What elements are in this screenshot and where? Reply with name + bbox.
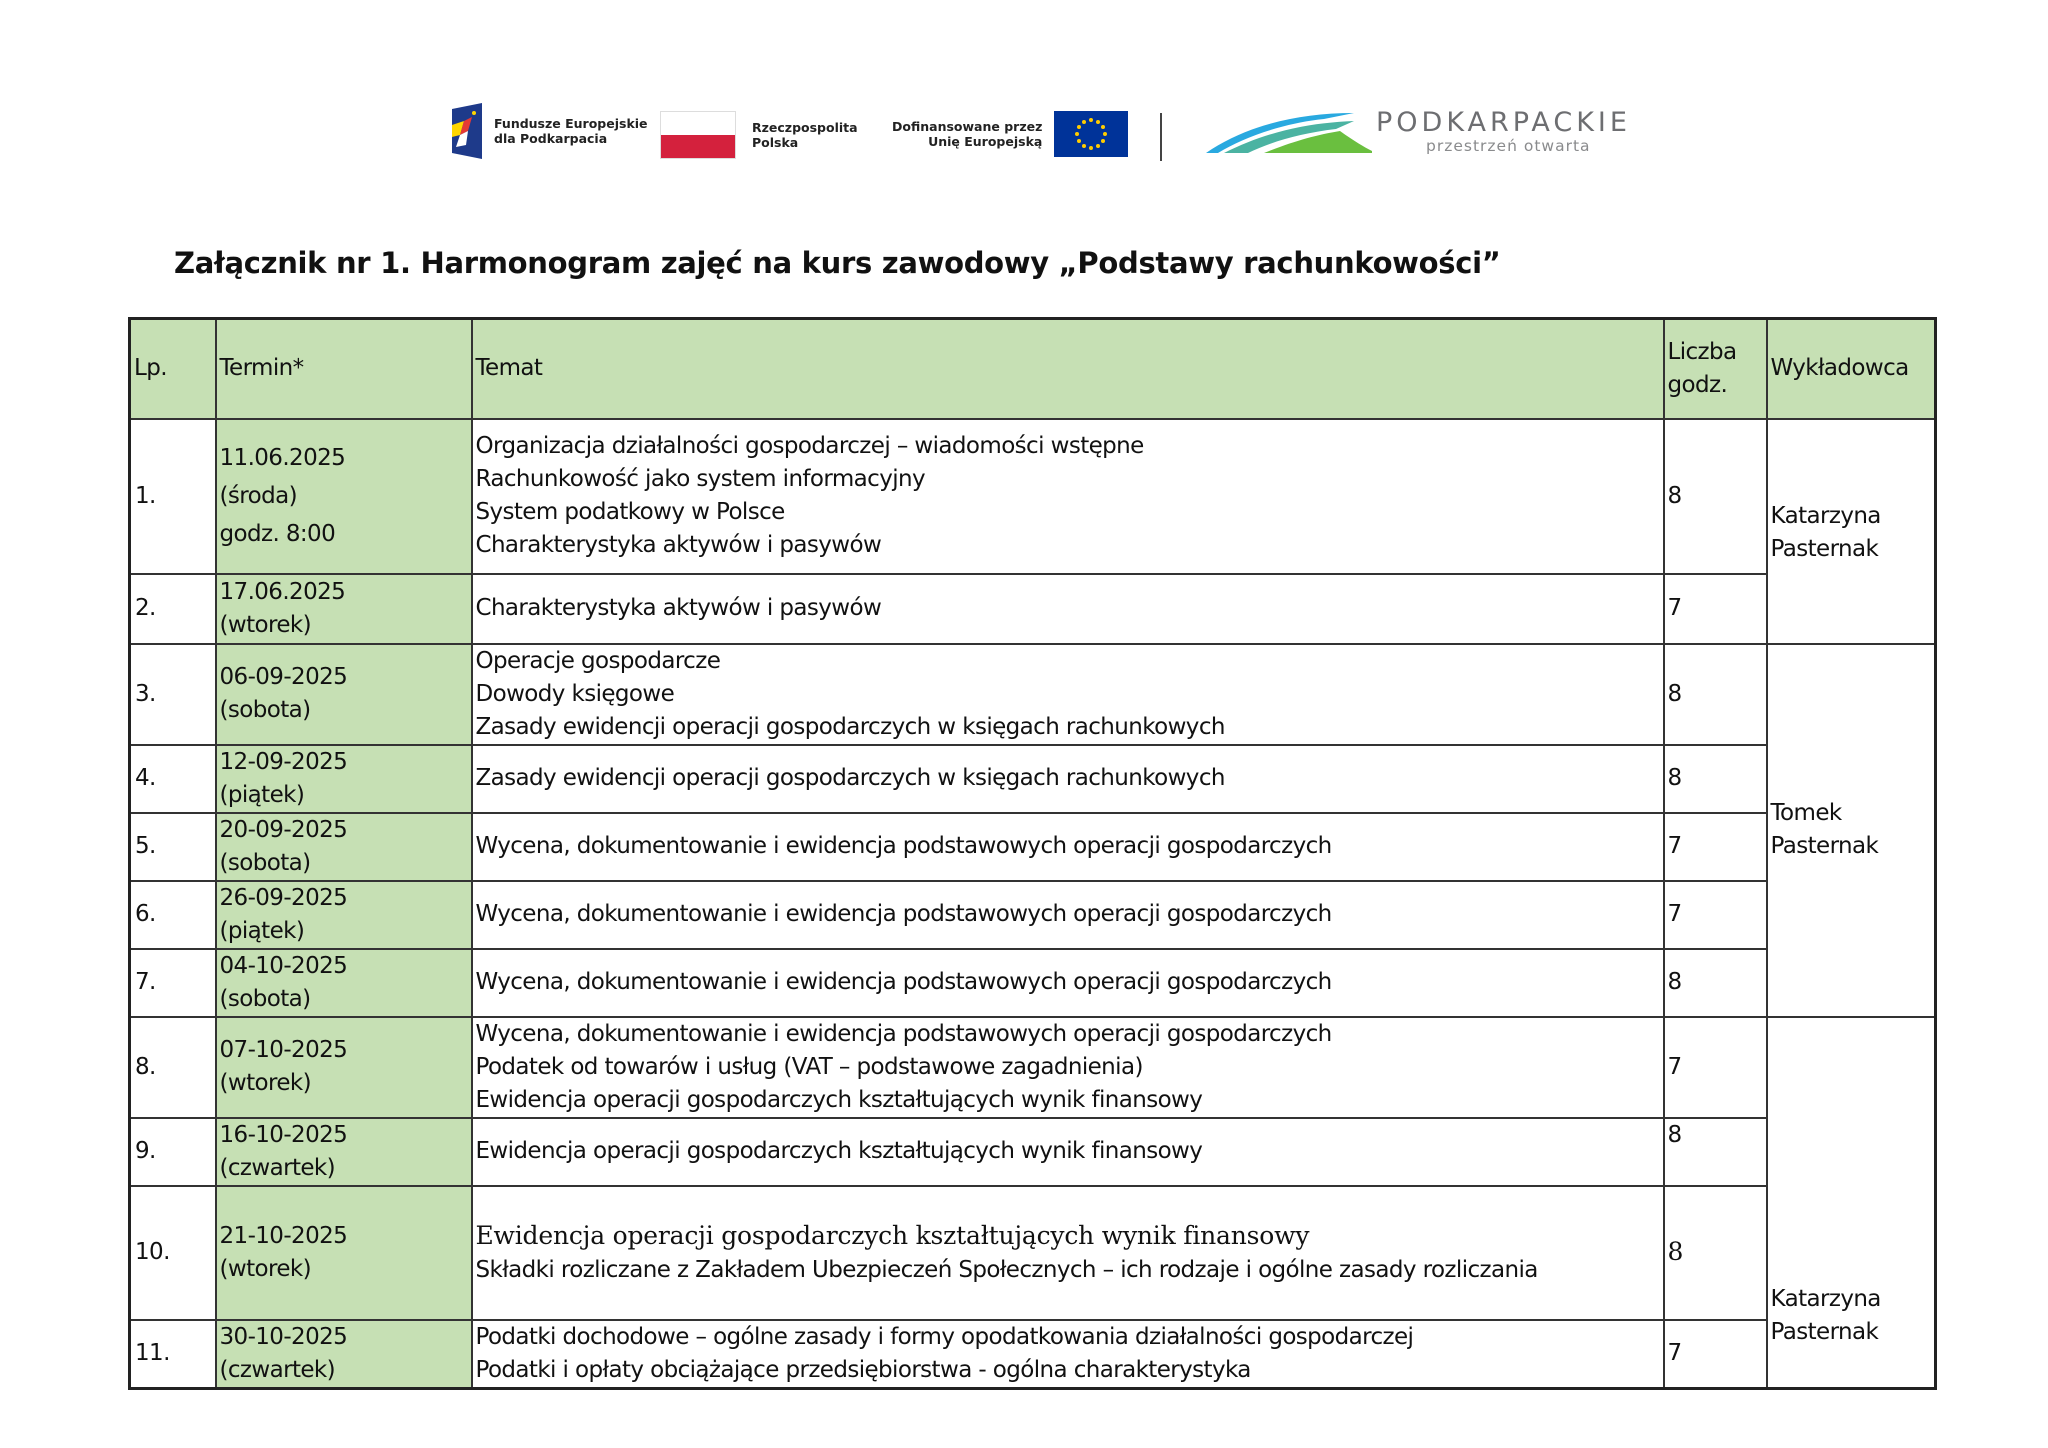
row-topics: Ewidencja operacji gospodarczych kształtujących wynik finansowy Składki rozliczane z Zakładem Ubezpieczeń Społecznych – ich rodzaje i ogólne zasady rozliczania	[472, 1186, 1664, 1320]
row-date: 26-09-2025 (piątek)	[216, 881, 472, 949]
rp-line1: Rzeczpospolita	[752, 120, 858, 135]
row-topics: Organizacja działalności gospodarczej – wiadomości wstępne Rachunkowość jako system informacyjny System podatkowy w Polsce Charakterystyka aktywów i pasywów	[472, 419, 1664, 574]
row-date: 12-09-2025 (piątek)	[216, 745, 472, 813]
row-date: 11.06.2025 (środa) godz. 8:00	[216, 419, 472, 574]
rp-line2: Polska	[752, 135, 799, 150]
row-hours: 8	[1664, 949, 1767, 1017]
row-lp: 9.	[130, 1118, 216, 1186]
row-hours: 8	[1664, 1186, 1767, 1320]
lecturer-cell: Katarzyna Pasternak	[1767, 1017, 1936, 1389]
row-date: 07-10-2025 (wtorek)	[216, 1017, 472, 1118]
header-lp: Lp.	[130, 319, 216, 419]
table-row	[130, 574, 1936, 644]
page-title: Załącznik nr 1. Harmonogram zajęć na kurs zawodowy „Podstawy rachunkowości”	[174, 246, 1501, 280]
row-hours: 7	[1664, 1320, 1767, 1389]
row-topics: Charakterystyka aktywów i pasywów	[472, 574, 1664, 644]
fe-line1: Fundusze Europejskie	[494, 116, 648, 131]
row-hours: 7	[1664, 813, 1767, 881]
logo-separator	[1160, 113, 1162, 161]
header-wykladowca: Wykładowca	[1767, 319, 1936, 419]
row-hours: 8	[1664, 644, 1767, 745]
row-topics: Podatki dochodowe – ogólne zasady i formy opodatkowania działalności gospodarczej Podatki i opłaty obciążające przedsiębiorstwa - ogólna charakterystyka	[472, 1320, 1664, 1389]
eu-flag-icon	[1054, 111, 1128, 157]
fe-emblem-icon	[450, 101, 484, 161]
row-hours: 7	[1664, 574, 1767, 644]
polish-flag-icon	[660, 111, 736, 159]
table-row	[130, 1320, 1936, 1389]
table-row	[130, 419, 1936, 574]
row-lp: 5.	[130, 813, 216, 881]
row-date: 21-10-2025 (wtorek)	[216, 1186, 472, 1320]
ue-line2: Unię Europejską	[928, 134, 1043, 149]
row-lp: 1.	[130, 419, 216, 574]
table-row	[130, 881, 1936, 949]
podkarpackie-logo	[1204, 107, 1631, 157]
row-date: 20-09-2025 (sobota)	[216, 813, 472, 881]
schedule-table	[128, 317, 1937, 1390]
table-row	[130, 949, 1936, 1017]
podkarpackie-hills-icon	[1204, 107, 1374, 157]
header-temat: Temat	[472, 319, 1664, 419]
row-lp: 3.	[130, 644, 216, 745]
row-topics: Wycena, dokumentowanie i ewidencja podstawowych operacji gospodarczych	[472, 813, 1664, 881]
row-topics: Ewidencja operacji gospodarczych kształtujących wynik finansowy	[472, 1118, 1664, 1186]
row-lp: 7.	[130, 949, 216, 1017]
lecturer-cell: Katarzyna Pasternak	[1767, 419, 1936, 644]
ue-logo	[892, 111, 1128, 157]
row-topics: Wycena, dokumentowanie i ewidencja podstawowych operacji gospodarczych	[472, 881, 1664, 949]
row-hours: 8	[1664, 1118, 1767, 1186]
row-date: 17.06.2025 (wtorek)	[216, 574, 472, 644]
header-godz: Liczba godz.	[1664, 319, 1767, 419]
row-lp: 10.	[130, 1186, 216, 1320]
fe-logo	[450, 101, 648, 161]
row-hours: 7	[1664, 881, 1767, 949]
rp-logo	[660, 111, 858, 159]
row-hours: 8	[1664, 419, 1767, 574]
row-topics: Operacje gospodarcze Dowody księgowe Zasady ewidencji operacji gospodarczych w księgach rachunkowych	[472, 644, 1664, 745]
table-row	[130, 1017, 1936, 1118]
header-termin: Termin*	[216, 319, 472, 419]
row-lp: 8.	[130, 1017, 216, 1118]
table-row	[130, 1118, 1936, 1186]
ue-line1: Dofinansowane przez	[892, 119, 1043, 134]
fe-line2: dla Podkarpacia	[494, 131, 608, 146]
row-date: 30-10-2025 (czwartek)	[216, 1320, 472, 1389]
header-row	[130, 319, 1936, 419]
row-lp: 4.	[130, 745, 216, 813]
row-lp: 11.	[130, 1320, 216, 1389]
row-topics: Wycena, dokumentowanie i ewidencja podstawowych operacji gospodarczych	[472, 949, 1664, 1017]
row-topics: Wycena, dokumentowanie i ewidencja podstawowych operacji gospodarczych Podatek od towarów i usług (VAT – podstawowe zagadnienia) Ewidencja operacji gospodarczych kształtujących wynik finansowy	[472, 1017, 1664, 1118]
podkarpackie-subtitle: przestrzeń otwarta	[1426, 137, 1591, 155]
podkarpackie-title: PODKARPACKIE	[1376, 107, 1631, 138]
logo-bar	[0, 95, 2048, 175]
row-lp: 2.	[130, 574, 216, 644]
row-hours: 8	[1664, 745, 1767, 813]
row-hours: 7	[1664, 1017, 1767, 1118]
table-row	[130, 813, 1936, 881]
lecturer-cell: Tomek Pasternak	[1767, 644, 1936, 1017]
row-topics: Zasady ewidencji operacji gospodarczych w księgach rachunkowych	[472, 745, 1664, 813]
table-row	[130, 644, 1936, 745]
table-row	[130, 745, 1936, 813]
row-date: 16-10-2025 (czwartek)	[216, 1118, 472, 1186]
row-date: 04-10-2025 (sobota)	[216, 949, 472, 1017]
table-row	[130, 1186, 1936, 1320]
row-date: 06-09-2025 (sobota)	[216, 644, 472, 745]
row-lp: 6.	[130, 881, 216, 949]
